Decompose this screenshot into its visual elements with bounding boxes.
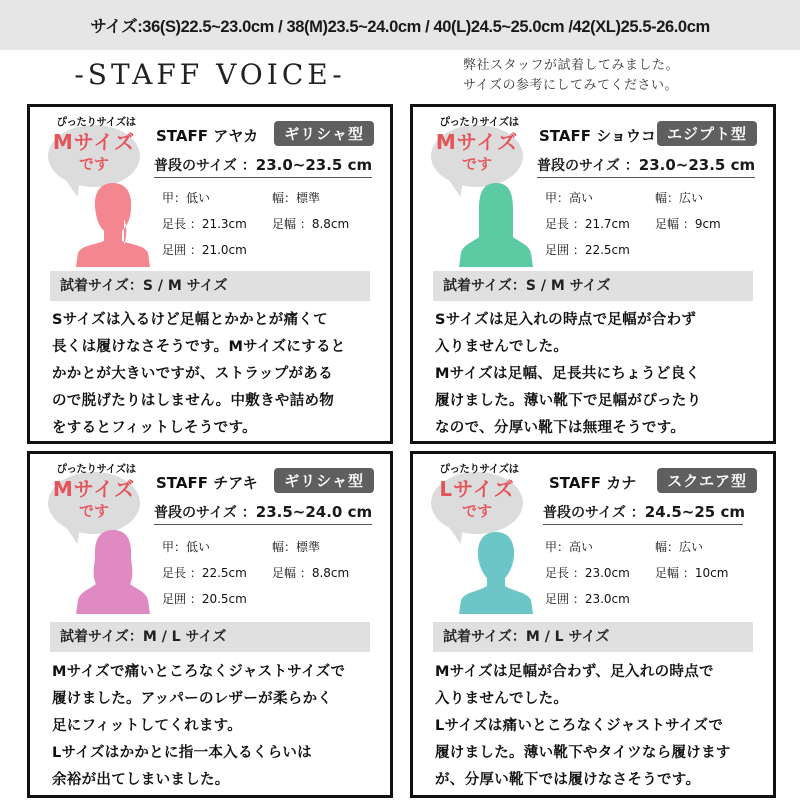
staff-comment: Sサイズは足入れの時点で足幅が合わず 入りませんでした。 Mサイズは足幅、足長共にちょうど良く 履けました。薄い靴下で足幅がぴったり なので、分厚い靴下は無理そうです。 [435, 312, 702, 436]
staff-comment: Mサイズは足幅が合わず、足入れの時点で 入りませんでした。 Lサイズは痛いところなくジャストサイズで 履けました。薄い靴下やタイツなら履けます が、分厚い靴下では履けなさそうです。 [435, 664, 731, 788]
foot-type-badge: ギリシャ型 [274, 468, 374, 493]
ball-width: 足幅 ：8.8cm [272, 566, 350, 580]
tried-sizes: 試着サイズ：S / M サイズ [433, 271, 753, 301]
tried-sizes: 試着サイズ：M / L サイズ [50, 622, 370, 652]
staff-card-shouko [410, 104, 776, 444]
foot-length: 足長 ：23.0cm [545, 566, 630, 580]
usual-size: 普段のサイズ ：23.0~23.5 cm [537, 155, 755, 178]
tried-sizes: 試着サイズ：S / M サイズ [50, 271, 370, 301]
page-title: -STAFF VOICE- [74, 58, 346, 91]
width: 幅：標準 [272, 540, 321, 554]
instep: 甲：高い [545, 540, 594, 554]
foot-type-badge: エジプト型 [657, 121, 757, 146]
staff-name: STAFF アヤカ [156, 127, 259, 145]
foot-length: 足長 ：21.3cm [162, 217, 247, 231]
usual-size: 普段のサイズ ：23.0~23.5 cm [154, 155, 372, 178]
bubble-caption: ぴったりサイズは [439, 463, 519, 475]
ball-width: 足幅 ：10cm [655, 566, 729, 580]
fit-size: Mサイズ [52, 130, 136, 154]
staff-name: STAFF ショウコ [539, 127, 656, 145]
width: 幅：標準 [272, 191, 321, 205]
ball-width: 足幅 ：9cm [655, 217, 721, 231]
foot-length: 足長 ：22.5cm [162, 566, 247, 580]
staff-name: STAFF カナ [549, 474, 637, 492]
staff-comment: Mサイズで痛いところなくジャストサイズで 履けました。アッパーのレザーが柔らかく 足にフィットしてくれます。 Lサイズはかかとに指一本入るくらいは 余裕が出てしまいました。 [52, 664, 346, 788]
tried-sizes: 試着サイズ：M / L サイズ [433, 622, 753, 652]
bubble-desu: です [78, 502, 109, 520]
foot-length: 足長 ：21.7cm [545, 217, 630, 231]
instep: 甲：低い [162, 540, 211, 554]
staff-comment: Sサイズは入るけど足幅とかかとが痛くて 長くは履けなさそうです。Mサイズにすると かかとが大きいですが、ストラップがある ので脱げたりはしません。中敷きや詰め物 をするとフィットしそうです。 [52, 312, 346, 436]
staff-card-kana [410, 451, 776, 798]
width: 幅：広い [655, 540, 704, 554]
bubble-caption: ぴったりサイズは [56, 463, 136, 475]
fit-size: Mサイズ [435, 130, 519, 154]
bubble-desu: です [461, 502, 492, 520]
ball-width: 足幅 ：8.8cm [272, 217, 350, 231]
staff-note-line-1: 弊社スタッフが試着してみました。 [463, 58, 680, 73]
staff-note [463, 56, 783, 96]
width: 幅：広い [655, 191, 704, 205]
staff-card-chiaki [27, 451, 393, 798]
staff-note-line-2: サイズの参考にしてみてください。 [463, 78, 678, 93]
avatar-woman-long-hair-icon [457, 179, 535, 267]
usual-size: 普段のサイズ ：24.5~25 cm [543, 502, 743, 525]
size-chart-bar [0, 0, 800, 50]
foot-girth: 足囲 ：21.0cm [162, 243, 247, 257]
foot-girth: 足囲 ：20.5cm [162, 592, 247, 606]
bubble-caption: ぴったりサイズは [56, 116, 136, 128]
bubble-desu: です [461, 155, 492, 173]
size-chart-text: サイズ:36(S)22.5~23.0cm / 38(M)23.5~24.0cm / 40(L)24.5~25.0cm /42(XL)25.5-26.0cm [90, 18, 710, 36]
avatar-woman-short-hair-icon [457, 526, 535, 614]
usual-size: 普段のサイズ ：23.5~24.0 cm [154, 502, 372, 525]
instep: 甲：低い [162, 191, 211, 205]
instep: 甲：高い [545, 191, 594, 205]
bubble-caption: ぴったりサイズは [439, 116, 519, 128]
foot-girth: 足囲 ：22.5cm [545, 243, 630, 257]
staff-name: STAFF チアキ [156, 474, 258, 492]
foot-type-badge: ギリシャ型 [274, 121, 374, 146]
bubble-desu: です [78, 155, 109, 173]
staff-card-ayaka [27, 104, 393, 444]
avatar-woman-ponytail-icon [74, 179, 152, 267]
avatar-woman-wavy-hair-icon [74, 526, 152, 614]
foot-girth: 足囲 ：23.0cm [545, 592, 630, 606]
fit-size: Mサイズ [52, 477, 136, 501]
foot-type-badge: スクエア型 [657, 468, 757, 493]
fit-size: Lサイズ [439, 477, 515, 501]
